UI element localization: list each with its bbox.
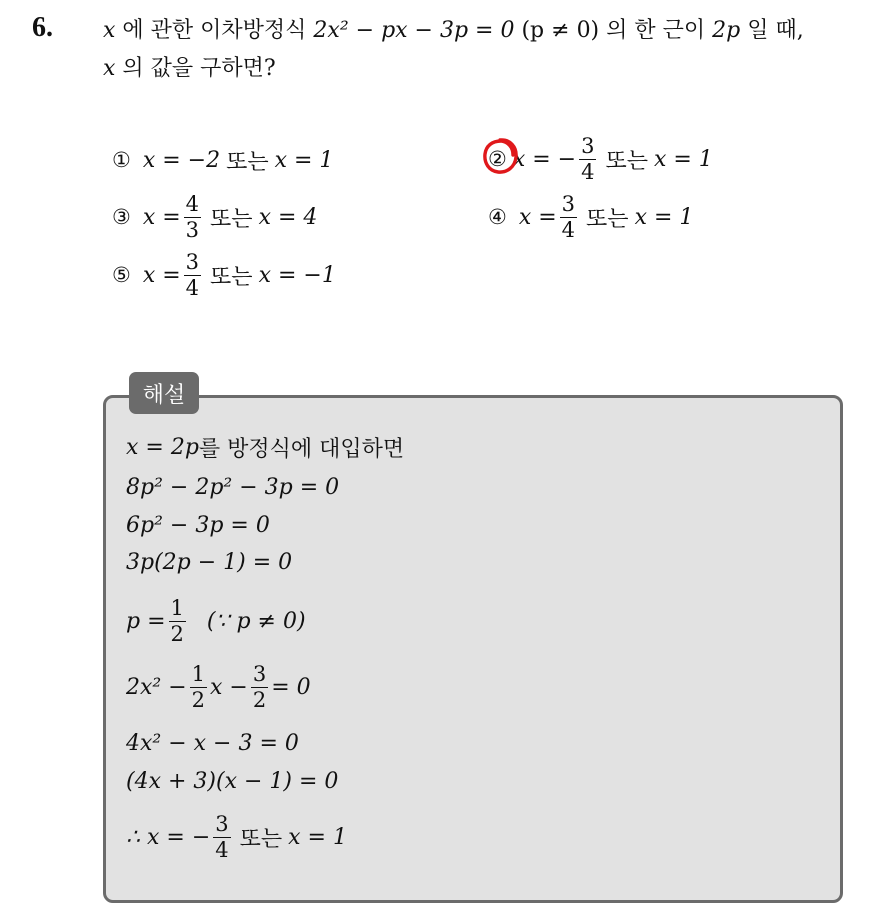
choice-word: 또는 [210, 264, 253, 290]
fraction: $\frac{1}{2}$ [170, 595, 184, 646]
fraction: $\frac{3}{4}$ [561, 191, 576, 242]
stem-text-3: 일 때, [740, 18, 804, 43]
choice-rhs: x = −1 [258, 262, 336, 288]
choice-lhs: x = [142, 262, 181, 288]
choice-marker: ④ [488, 205, 507, 229]
choice-marker: ③ [112, 205, 131, 229]
stem-text: 의 값을 구하면? [115, 56, 276, 81]
sol-lhs: ∴ x = − [126, 824, 211, 850]
choice-lhs: x = [518, 204, 557, 230]
solution-line-9 [126, 806, 347, 868]
choice-lhs: x = [142, 204, 181, 230]
fraction: $\frac{3}{4}$ [185, 249, 200, 300]
solution-line-7: 4x² − x − 3 = 0 [126, 730, 299, 756]
condition: (p ≠ 0) [514, 18, 600, 43]
solution-line-2: 8p² − 2p² − 3p = 0 [126, 474, 340, 500]
question-number: 6. [32, 12, 53, 43]
sol-part-c: = 0 [271, 674, 311, 700]
sol-eq: x = 2p [126, 434, 199, 460]
solution-tag: 해설 [129, 372, 199, 414]
fraction: $\frac{3}{4}$ [215, 811, 229, 862]
sol-word: 또는 [239, 826, 283, 852]
choice-word: 또는 [586, 206, 629, 232]
choice-word: 또는 [210, 206, 253, 232]
solution-line-3: 6p² − 3p = 0 [126, 512, 270, 538]
choice-3[interactable] [112, 186, 317, 248]
sol-text: 를 방정식에 대입하면 [198, 436, 405, 462]
choice-4[interactable] [488, 186, 693, 248]
stem-text-2: 의 한 근이 [599, 18, 713, 43]
choice-2[interactable] [488, 128, 713, 190]
variable-x: x [103, 56, 116, 81]
equation: 2x² − px − 3p = 0 [313, 18, 515, 43]
stem-text-1: 에 관한 이차방정식 [115, 18, 314, 43]
choice-rhs: x = 1 [634, 204, 694, 230]
fraction: $\frac{3}{4}$ [581, 133, 595, 184]
fraction: $\frac{4}{3}$ [185, 191, 200, 242]
sol-note: (∵ p ≠ 0) [206, 608, 306, 634]
choice-1[interactable] [112, 144, 333, 176]
sol-lhs: p = [126, 608, 166, 634]
solution-line-5 [126, 590, 306, 652]
variable-x: x [103, 18, 116, 43]
question-stem-line2 [103, 58, 276, 80]
root-value: 2p [712, 18, 741, 43]
solution-line-8: (4x + 3)(x − 1) = 0 [126, 768, 339, 794]
sol-part-b: x − [210, 674, 248, 700]
sol-part-a: 2x² − [126, 674, 187, 700]
choice-rhs: x = 1 [653, 146, 713, 172]
choice-marker: ② [488, 147, 507, 171]
fraction: $\frac{3}{2}$ [252, 661, 267, 712]
choice-rhs: x = 4 [258, 204, 318, 230]
solution-line-4: 3p(2p − 1) = 0 [126, 549, 293, 575]
choice-lhs: x = − [512, 146, 577, 172]
choice-word: 또는 [605, 148, 648, 174]
question-stem-line1 [103, 20, 804, 42]
fraction: $\frac{1}{2}$ [191, 661, 206, 712]
choice-word: 또는 [226, 149, 269, 175]
choice-marker: ① [112, 148, 131, 172]
choice-5[interactable] [112, 244, 336, 306]
solution-line-6 [126, 656, 311, 718]
choice-marker: ⑤ [112, 263, 131, 287]
solution-line-1 [126, 430, 404, 464]
choice-lhs: x = −2 [142, 147, 221, 173]
sol-rhs: x = 1 [288, 824, 347, 850]
selected-answer-circle-icon [480, 136, 520, 176]
choice-rhs: x = 1 [274, 147, 334, 173]
